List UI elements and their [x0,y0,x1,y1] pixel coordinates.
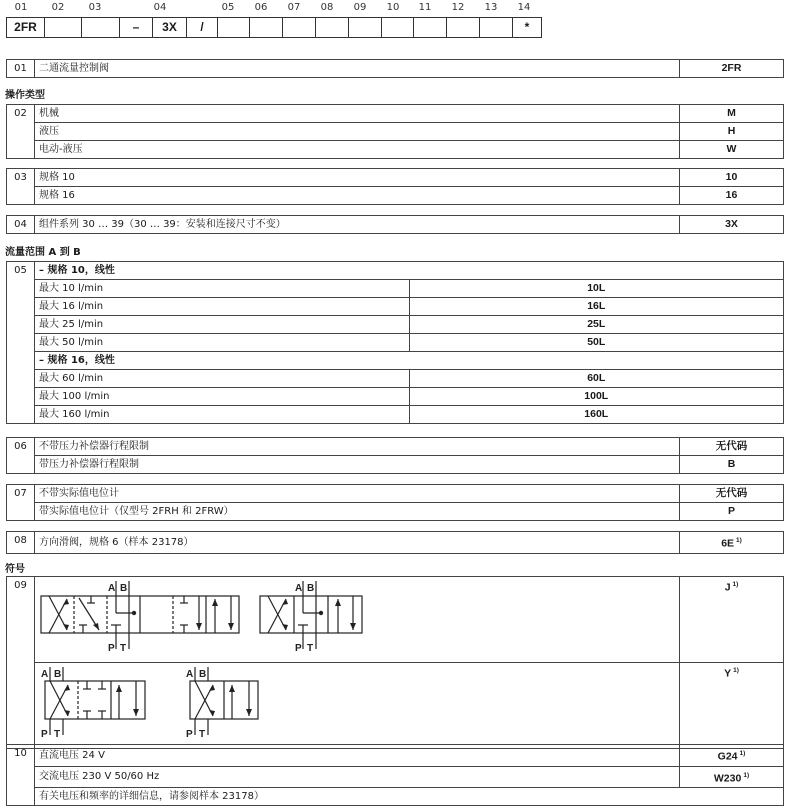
section-number: 09 [7,577,35,749]
table-row [7,187,784,205]
code-box-03 [82,18,120,37]
section-number: 02 [7,105,35,159]
option-label: 最大 60 l/min [35,370,410,388]
option-code [680,766,784,788]
table-row [7,370,784,388]
table-row [7,438,784,456]
svg-text:T: T [54,729,61,740]
svg-text:B: B [54,669,62,680]
code-box-slash: / [187,18,218,37]
option-code: 160L [409,406,784,424]
section-title-flow-range: 流量范围 A 到 B [5,247,81,258]
section-number: 10 [7,745,35,806]
option-code: 16 [680,187,784,205]
option-code: 50L [409,334,784,352]
option-code: 3X [680,216,784,234]
section-10-table [6,744,784,806]
code-value: G24 [717,750,738,763]
option-code: 10L [409,280,784,298]
section-number: 06 [7,438,35,474]
position-label: 10 [386,2,400,13]
position-label: 06 [254,2,268,13]
position-label: 07 [287,2,301,13]
section-07-table [6,484,784,521]
footnote-marker: 1) [739,750,746,757]
svg-text:T: T [120,643,127,654]
section-06-table [6,437,784,474]
section-number: 01 [7,60,35,78]
code-box-02 [45,18,82,37]
option-code: 无代码 [680,438,784,456]
option-label: 直流电压 24 V [35,745,680,767]
option-code: W [680,141,784,159]
option-label: 最大 100 l/min [35,388,410,406]
section-03-table [6,168,784,205]
option-label: 机械 [35,105,680,123]
option-label: 二通流量控制阀 [35,60,680,78]
option-label: 最大 50 l/min [35,334,410,352]
table-row [7,788,784,806]
option-label: 最大 25 l/min [35,316,410,334]
code-value: Y [724,667,732,680]
option-code [680,663,784,749]
option-label: 不带实际值电位计 [35,485,680,503]
svg-text:P: P [108,643,115,654]
section-09-table [6,576,784,749]
valve-symbol-j-icon [35,577,680,656]
section-number: 05 [7,262,35,424]
table-row [7,105,784,123]
table-row [7,532,784,554]
code-box-13 [480,18,513,37]
code-box-01: 2FR [7,18,45,37]
table-row [7,663,784,749]
voltage-note: 有关电压和频率的详细信息，请参阅样本 23178） [35,788,784,806]
code-value: W230 [713,772,742,784]
symbol-cell-j [35,577,680,663]
option-code: M [680,105,784,123]
table-row [7,577,784,663]
table-row [7,388,784,406]
code-box-05 [218,18,250,37]
code-box-06 [250,18,283,37]
section-number: 04 [7,216,35,234]
code-box-04: 3X [153,18,187,37]
table-row [7,406,784,424]
code-box-dash: – [120,18,153,37]
option-label: 最大 10 l/min [35,280,410,298]
option-code: 16L [409,298,784,316]
option-label: 液压 [35,123,680,141]
code-value: 6E [721,537,735,550]
position-label: 14 [517,2,531,13]
option-code: 2FR [680,60,784,78]
code-box-08 [316,18,349,37]
code-box-07 [283,18,316,37]
code-box-11 [414,18,447,37]
section-number: 03 [7,169,35,205]
option-label: 规格 10 [35,169,680,187]
option-label: 方向滑阀，规格 6（样本 23178） [35,532,680,554]
code-value: J [724,581,731,594]
svg-text:A: A [41,669,49,680]
svg-text:T: T [199,729,206,740]
section-number: 07 [7,485,35,521]
option-code: 25L [409,316,784,334]
position-label: 02 [51,2,65,13]
position-label: 05 [221,2,235,13]
option-label: 带压力补偿器行程限制 [35,456,680,474]
table-row [7,316,784,334]
section-01-table [6,59,784,78]
footnote-marker: 1) [736,537,742,544]
section-08-table [6,531,784,554]
option-label: 带实际值电位计（仅型号 2FRH 和 2FRW） [35,503,680,521]
option-label: 组件系列 30 … 39（30 … 39：安装和连接尺寸不变） [35,216,680,234]
section-title-symbols: 符号 [5,564,25,575]
section-number: 08 [7,532,35,554]
subheading-size-16: – 规格 16，线性 [35,352,784,370]
position-label: 12 [451,2,465,13]
section-title-operation-type: 操作类型 [5,90,45,101]
option-code: 10 [680,169,784,187]
footnote-marker: 1) [732,581,739,588]
option-label: 电动-液压 [35,141,680,159]
code-box-12 [447,18,480,37]
table-row [7,298,784,316]
position-label: 09 [353,2,367,13]
table-row [7,262,784,280]
option-label: 交流电压 230 V 50/60 Hz [35,766,680,788]
option-label: 最大 160 l/min [35,406,410,424]
position-label: 11 [418,2,432,13]
option-code: H [680,123,784,141]
section-02-table [6,104,784,159]
code-box-09 [349,18,382,37]
svg-text:A: A [186,669,194,680]
svg-text:P: P [186,729,193,740]
footnote-marker: 1) [743,771,750,779]
position-label: 08 [320,2,334,13]
ordering-code-boxes [6,17,542,38]
option-code: 无代码 [680,485,784,503]
footnote-marker: 1) [733,667,739,674]
section-05-table [6,261,784,424]
symbol-cell-y [35,663,680,749]
svg-text:B: B [307,583,315,594]
table-row [7,280,784,298]
svg-text:A: A [108,583,116,594]
table-row [7,123,784,141]
option-label: 规格 16 [35,187,680,205]
table-row [7,352,784,370]
subheading-size-10: – 规格 10，线性 [35,262,784,280]
position-label: 13 [484,2,498,13]
table-row [7,503,784,521]
section-04-table [6,215,784,234]
svg-text:A: A [295,583,303,594]
option-label: 最大 16 l/min [35,298,410,316]
table-row [7,766,784,788]
valve-symbol-y-icon [35,663,680,742]
table-row [7,456,784,474]
option-code: 100L [409,388,784,406]
svg-text:P: P [41,729,48,740]
table-row [7,745,784,767]
position-label: 01 [14,2,28,13]
table-row [7,216,784,234]
option-label: 不带压力补偿器行程限制 [35,438,680,456]
svg-text:T: T [307,643,314,654]
option-code: B [680,456,784,474]
option-code [680,745,784,767]
svg-text:B: B [120,583,128,594]
table-row [7,60,784,78]
code-box-10 [382,18,414,37]
svg-text:P: P [295,643,302,654]
svg-text:B: B [199,669,207,680]
option-code [680,532,784,554]
position-label: 03 [88,2,102,13]
option-code: P [680,503,784,521]
table-row [7,169,784,187]
position-label: 04 [153,2,167,13]
table-row [7,141,784,159]
table-row [7,485,784,503]
table-row [7,334,784,352]
code-box-14: * [524,20,530,34]
option-code: 60L [409,370,784,388]
option-code [680,577,784,663]
